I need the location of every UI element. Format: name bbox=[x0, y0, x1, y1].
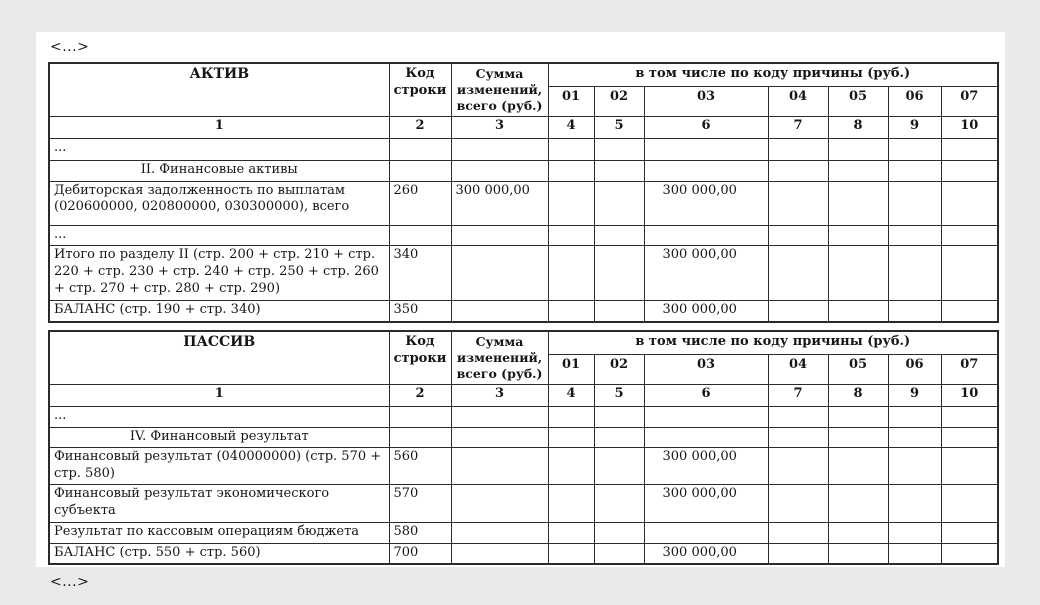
cause-code-header-cell: 03 bbox=[644, 87, 768, 117]
form-table-aktiv bbox=[48, 62, 999, 323]
cause-code-header-cell: 03 bbox=[644, 354, 768, 384]
row-line-code-cell: 260 bbox=[389, 181, 451, 225]
row-total-sum-cell bbox=[451, 485, 548, 522]
total-sum-header-cell: Сумма изменений, всего (руб.) bbox=[451, 331, 548, 385]
column-number-cell: 2 bbox=[389, 384, 451, 406]
column-number-cell: 5 bbox=[594, 384, 644, 406]
aktiv-table-container bbox=[48, 62, 1005, 323]
cause-code-value-cell bbox=[888, 522, 941, 543]
cause-code-value-cell bbox=[828, 522, 888, 543]
row-total-sum-cell bbox=[451, 448, 548, 485]
column-number-row bbox=[49, 117, 998, 139]
column-number-cell: 6 bbox=[644, 117, 768, 139]
cause-code-value-cell bbox=[941, 485, 998, 522]
row-line-code-cell: 340 bbox=[389, 246, 451, 301]
row-line-code-cell: 700 bbox=[389, 543, 451, 564]
cause-code-value-cell bbox=[888, 246, 941, 301]
cause-code-value-cell bbox=[594, 225, 644, 246]
cause-code-header-cell: 06 bbox=[888, 87, 941, 117]
total-sum-header-cell: Сумма изменений, всего (руб.) bbox=[451, 63, 548, 117]
section-header-cell: IV. Финансовый результат bbox=[49, 427, 389, 448]
cause-code-value-cell bbox=[548, 225, 594, 246]
row-label-cell: Дебиторская задолженность по выплатам (020600000, 020800000, 030300000), всего bbox=[49, 181, 389, 225]
table-title-cell: АКТИВ bbox=[49, 63, 389, 117]
cause-code-header-cell: 02 bbox=[594, 354, 644, 384]
table-row bbox=[49, 301, 998, 322]
cause-code-value-cell bbox=[828, 301, 888, 322]
column-number-cell: 6 bbox=[644, 384, 768, 406]
cause-code-value-cell bbox=[594, 543, 644, 564]
row-total-sum-cell bbox=[451, 427, 548, 448]
cause-code-header-cell: 01 bbox=[548, 354, 594, 384]
passiv-table-container bbox=[48, 330, 1005, 565]
column-number-cell: 10 bbox=[941, 117, 998, 139]
cause-code-group-header-cell: в том числе по коду причины (руб.) bbox=[548, 63, 998, 87]
cause-code-value-cell bbox=[548, 246, 594, 301]
cause-code-value-cell bbox=[548, 448, 594, 485]
cause-code-header-cell: 06 bbox=[888, 354, 941, 384]
section-header-cell: II. Финансовые активы bbox=[49, 161, 389, 182]
line-code-header-cell: Код строки bbox=[389, 63, 451, 117]
cause-code-value-cell bbox=[941, 225, 998, 246]
cause-code-value-cell bbox=[828, 485, 888, 522]
column-number-cell: 1 bbox=[49, 384, 389, 406]
form-table-passiv bbox=[48, 330, 999, 565]
cause-code-value-cell bbox=[888, 161, 941, 182]
row-line-code-cell: 350 bbox=[389, 301, 451, 322]
cause-code-value-cell bbox=[888, 139, 941, 161]
cause-code-value-cell bbox=[888, 301, 941, 322]
row-line-code-cell bbox=[389, 427, 451, 448]
row-total-sum-cell bbox=[451, 161, 548, 182]
column-number-cell: 5 bbox=[594, 117, 644, 139]
cause-code-group-header-cell: в том числе по коду причины (руб.) bbox=[548, 331, 998, 355]
table-row bbox=[49, 246, 998, 301]
cause-code-value-cell bbox=[941, 181, 998, 225]
cause-code-value-cell bbox=[828, 427, 888, 448]
cause-code-value-cell bbox=[644, 139, 768, 161]
cause-code-value-cell bbox=[828, 246, 888, 301]
cause-code-value-cell bbox=[594, 448, 644, 485]
cause-code-value-cell: 300 000,00 bbox=[644, 301, 768, 322]
row-total-sum-cell bbox=[451, 406, 548, 427]
cause-code-value-cell bbox=[888, 181, 941, 225]
table-row bbox=[49, 225, 998, 246]
cause-code-value-cell bbox=[888, 225, 941, 246]
cause-code-value-cell bbox=[941, 406, 998, 427]
column-number-cell: 3 bbox=[451, 117, 548, 139]
cause-code-value-cell bbox=[594, 139, 644, 161]
cause-code-value-cell bbox=[941, 161, 998, 182]
column-number-cell: 4 bbox=[548, 117, 594, 139]
cause-code-value-cell bbox=[594, 522, 644, 543]
cause-code-value-cell bbox=[888, 406, 941, 427]
cause-code-value-cell bbox=[828, 543, 888, 564]
row-total-sum-cell: 300 000,00 bbox=[451, 181, 548, 225]
cause-code-value-cell bbox=[941, 543, 998, 564]
row-label-cell: Финансовый результат (040000000) (стр. 570 + стр. 580) bbox=[49, 448, 389, 485]
cause-code-value-cell bbox=[941, 448, 998, 485]
cause-code-value-cell bbox=[548, 522, 594, 543]
row-label-cell: БАЛАНС (стр. 550 + стр. 560) bbox=[49, 543, 389, 564]
table-row bbox=[49, 543, 998, 564]
cause-code-value-cell bbox=[768, 246, 828, 301]
cause-code-value-cell bbox=[768, 406, 828, 427]
cause-code-header-cell: 01 bbox=[548, 87, 594, 117]
cause-code-value-cell bbox=[941, 301, 998, 322]
cause-code-value-cell bbox=[644, 225, 768, 246]
row-label-cell: Результат по кассовым операциям бюджета bbox=[49, 522, 389, 543]
cause-code-value-cell bbox=[768, 181, 828, 225]
row-line-code-cell bbox=[389, 161, 451, 182]
cause-code-value-cell bbox=[941, 427, 998, 448]
ellipsis-cell: ... bbox=[49, 225, 389, 246]
column-number-cell: 8 bbox=[828, 117, 888, 139]
cause-code-header-cell: 02 bbox=[594, 87, 644, 117]
cause-code-value-cell bbox=[828, 225, 888, 246]
table-row bbox=[49, 161, 998, 182]
cause-code-value-cell bbox=[594, 406, 644, 427]
table-row bbox=[49, 181, 998, 225]
row-line-code-cell: 580 bbox=[389, 522, 451, 543]
cause-code-value-cell bbox=[768, 301, 828, 322]
ellipsis-cell: ... bbox=[49, 406, 389, 427]
row-label-cell: БАЛАНС (стр. 190 + стр. 340) bbox=[49, 301, 389, 322]
cause-code-value-cell: 300 000,00 bbox=[644, 246, 768, 301]
cause-code-header-cell: 05 bbox=[828, 87, 888, 117]
table-row bbox=[49, 485, 998, 522]
cause-code-value-cell bbox=[548, 181, 594, 225]
cause-code-header-cell: 04 bbox=[768, 87, 828, 117]
omitted-content-marker-bottom: <...> bbox=[50, 574, 90, 591]
document-page bbox=[36, 32, 1005, 591]
cause-code-value-cell: 300 000,00 bbox=[644, 181, 768, 225]
table-row bbox=[49, 406, 998, 427]
cause-code-value-cell bbox=[644, 161, 768, 182]
table-row bbox=[49, 448, 998, 485]
cause-code-header-cell: 07 bbox=[941, 87, 998, 117]
cause-code-value-cell bbox=[828, 406, 888, 427]
row-line-code-cell: 560 bbox=[389, 448, 451, 485]
column-number-cell: 2 bbox=[389, 117, 451, 139]
omitted-content-marker-top: <...> bbox=[50, 39, 90, 55]
row-total-sum-cell bbox=[451, 246, 548, 301]
cause-code-value-cell bbox=[548, 427, 594, 448]
cause-code-value-cell bbox=[828, 181, 888, 225]
cause-code-value-cell bbox=[644, 406, 768, 427]
cause-code-value-cell bbox=[941, 246, 998, 301]
cause-code-value-cell bbox=[888, 543, 941, 564]
row-total-sum-cell bbox=[451, 522, 548, 543]
table-row bbox=[49, 522, 998, 543]
table-header-row bbox=[49, 63, 998, 87]
cause-code-value-cell bbox=[768, 139, 828, 161]
cause-code-value-cell bbox=[768, 543, 828, 564]
column-number-cell: 8 bbox=[828, 384, 888, 406]
row-total-sum-cell bbox=[451, 301, 548, 322]
cause-code-value-cell bbox=[828, 139, 888, 161]
cause-code-header-cell: 05 bbox=[828, 354, 888, 384]
cause-code-value-cell bbox=[594, 427, 644, 448]
cause-code-value-cell bbox=[548, 301, 594, 322]
document-content bbox=[36, 32, 1005, 592]
cause-code-header-cell: 07 bbox=[941, 354, 998, 384]
column-number-cell: 7 bbox=[768, 384, 828, 406]
cause-code-value-cell bbox=[888, 427, 941, 448]
column-number-row bbox=[49, 384, 998, 406]
table-row bbox=[49, 139, 998, 161]
row-line-code-cell bbox=[389, 406, 451, 427]
cause-code-header-cell: 04 bbox=[768, 354, 828, 384]
table-title-cell: ПАССИВ bbox=[49, 331, 389, 385]
cause-code-value-cell bbox=[828, 161, 888, 182]
cause-code-value-cell bbox=[768, 522, 828, 543]
cause-code-value-cell bbox=[768, 161, 828, 182]
row-line-code-cell bbox=[389, 139, 451, 161]
cause-code-value-cell bbox=[888, 448, 941, 485]
row-label-cell: Итого по разделу II (стр. 200 + стр. 210 + стр. 220 + стр. 230 + стр. 240 + стр. 250 + стр. 260 + стр. 270 + стр. 280 + стр. 290) bbox=[49, 246, 389, 301]
cause-code-value-cell bbox=[594, 181, 644, 225]
column-number-cell: 4 bbox=[548, 384, 594, 406]
column-number-cell: 3 bbox=[451, 384, 548, 406]
table-header-row bbox=[49, 331, 998, 355]
cause-code-value-cell bbox=[941, 522, 998, 543]
cause-code-value-cell bbox=[768, 485, 828, 522]
cause-code-value-cell bbox=[888, 485, 941, 522]
cause-code-value-cell bbox=[768, 427, 828, 448]
cause-code-value-cell bbox=[768, 448, 828, 485]
cause-code-value-cell bbox=[594, 301, 644, 322]
cause-code-value-cell: 300 000,00 bbox=[644, 543, 768, 564]
cause-code-value-cell bbox=[644, 522, 768, 543]
cause-code-value-cell bbox=[548, 139, 594, 161]
cause-code-value-cell bbox=[768, 225, 828, 246]
column-number-cell: 9 bbox=[888, 117, 941, 139]
ellipsis-cell: ... bbox=[49, 139, 389, 161]
cause-code-value-cell bbox=[548, 406, 594, 427]
line-code-header-cell: Код строки bbox=[389, 331, 451, 385]
row-total-sum-cell bbox=[451, 225, 548, 246]
row-line-code-cell: 570 bbox=[389, 485, 451, 522]
column-number-cell: 1 bbox=[49, 117, 389, 139]
row-total-sum-cell bbox=[451, 139, 548, 161]
column-number-cell: 9 bbox=[888, 384, 941, 406]
cause-code-value-cell bbox=[548, 543, 594, 564]
cause-code-value-cell bbox=[594, 161, 644, 182]
cause-code-value-cell bbox=[594, 246, 644, 301]
column-number-cell: 7 bbox=[768, 117, 828, 139]
cause-code-value-cell bbox=[548, 161, 594, 182]
row-label-cell: Финансовый результат экономического субъекта bbox=[49, 485, 389, 522]
cause-code-value-cell: 300 000,00 bbox=[644, 485, 768, 522]
cause-code-value-cell bbox=[941, 139, 998, 161]
cause-code-value-cell bbox=[548, 485, 594, 522]
cause-code-value-cell bbox=[828, 448, 888, 485]
cause-code-value-cell: 300 000,00 bbox=[644, 448, 768, 485]
row-total-sum-cell bbox=[451, 543, 548, 564]
cause-code-value-cell bbox=[594, 485, 644, 522]
row-line-code-cell bbox=[389, 225, 451, 246]
table-row bbox=[49, 427, 998, 448]
column-number-cell: 10 bbox=[941, 384, 998, 406]
cause-code-value-cell bbox=[644, 427, 768, 448]
